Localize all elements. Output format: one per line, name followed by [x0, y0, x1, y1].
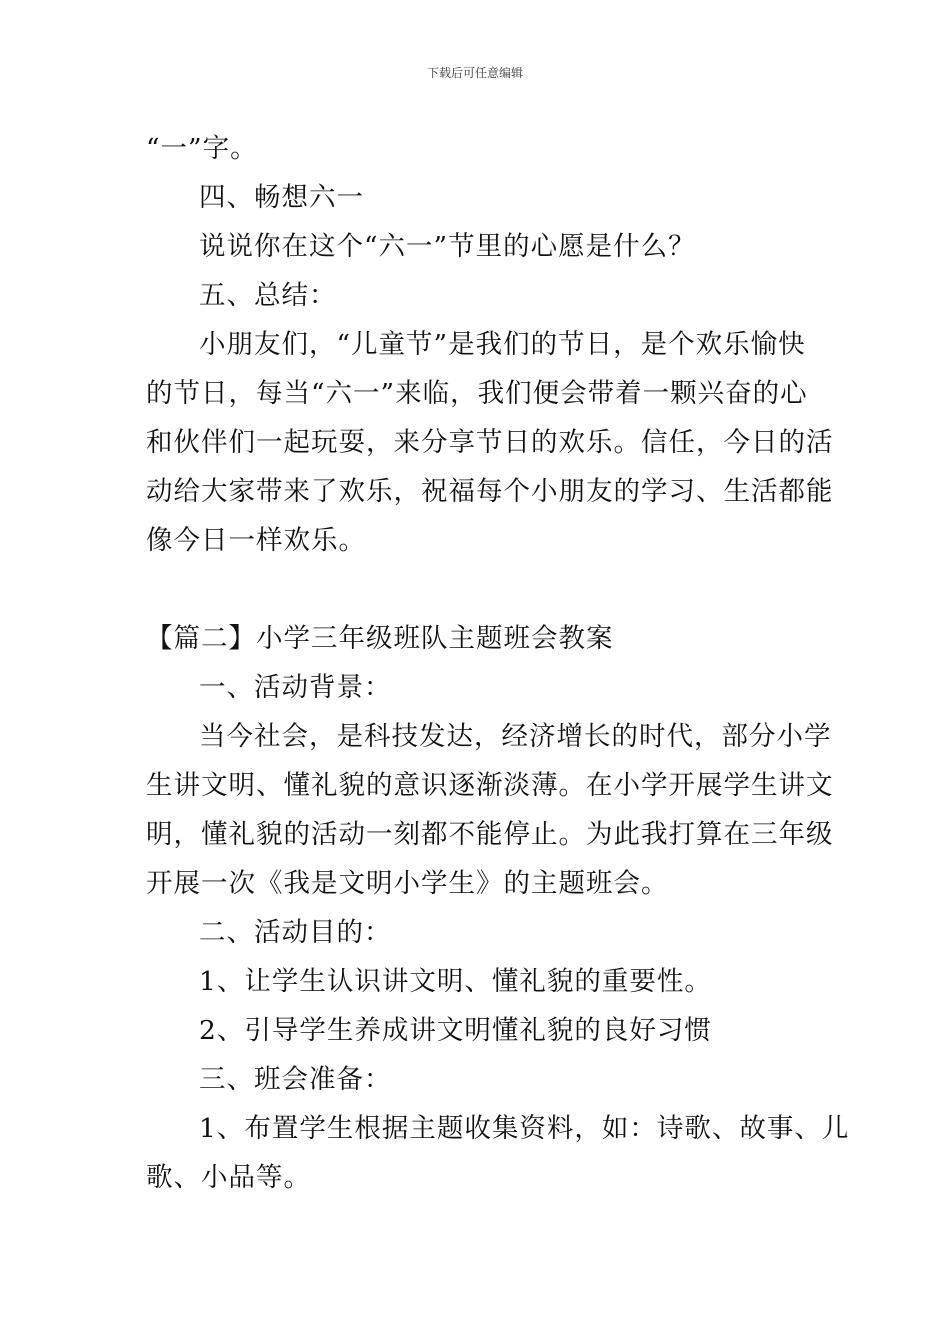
page-header: 下载后可任意编辑 [426, 66, 523, 80]
paragraph-line: 和伙伴们一起玩耍，来分享节日的欢乐。信任，今日的活 [146, 427, 834, 458]
paragraph-line: 小朋友们，“儿童节”是我们的节日，是个欢乐愉快 [199, 329, 806, 360]
paragraph-line: 明，懂礼貌的活动一刻都不能停止。为此我打算在三年级 [146, 819, 834, 850]
paragraph-line: 动给大家带来了欢乐，祝福每个小朋友的学习、生活都能 [146, 476, 834, 507]
section-heading: 三、班会准备： [199, 1064, 392, 1095]
section-heading: 五、总结： [199, 280, 337, 311]
section-heading: 一、活动背景： [199, 672, 392, 703]
article-title: 【篇二】小学三年级班队主题班会教案 [146, 623, 614, 654]
paragraph-line: 开展一次《我是文明小学生》的主题班会。 [146, 868, 669, 899]
paragraph-line: 像今日一样欢乐。 [146, 525, 366, 556]
paragraph-line: 说说你在这个“六一”节里的心愿是什么？ [199, 231, 696, 262]
section-heading: 二、活动目的： [199, 917, 392, 948]
list-item: 1、让学生认识讲文明、懂礼貌的重要性。 [199, 966, 712, 997]
list-item: 1、布置学生根据主题收集资料，如：诗歌、故事、儿 [199, 1113, 850, 1144]
paragraph-line: 当今社会，是科技发达，经济增长的时代，部分小学 [199, 721, 832, 752]
section-heading: 四、畅想六一 [199, 182, 364, 213]
section-spacer [146, 565, 810, 614]
paragraph-line: 生讲文明、懂礼貌的意识逐渐淡薄。在小学开展学生讲文 [146, 770, 834, 801]
paragraph-line: “一”字。 [146, 133, 258, 164]
list-item: 2、引导学生养成讲文明懂礼貌的良好习惯 [199, 1015, 712, 1046]
paragraph-line: 歌、小品等。 [146, 1162, 311, 1193]
document-body [146, 124, 850, 1202]
paragraph-line: 的节日，每当“六一”来临，我们便会带着一颗兴奋的心 [146, 378, 808, 409]
